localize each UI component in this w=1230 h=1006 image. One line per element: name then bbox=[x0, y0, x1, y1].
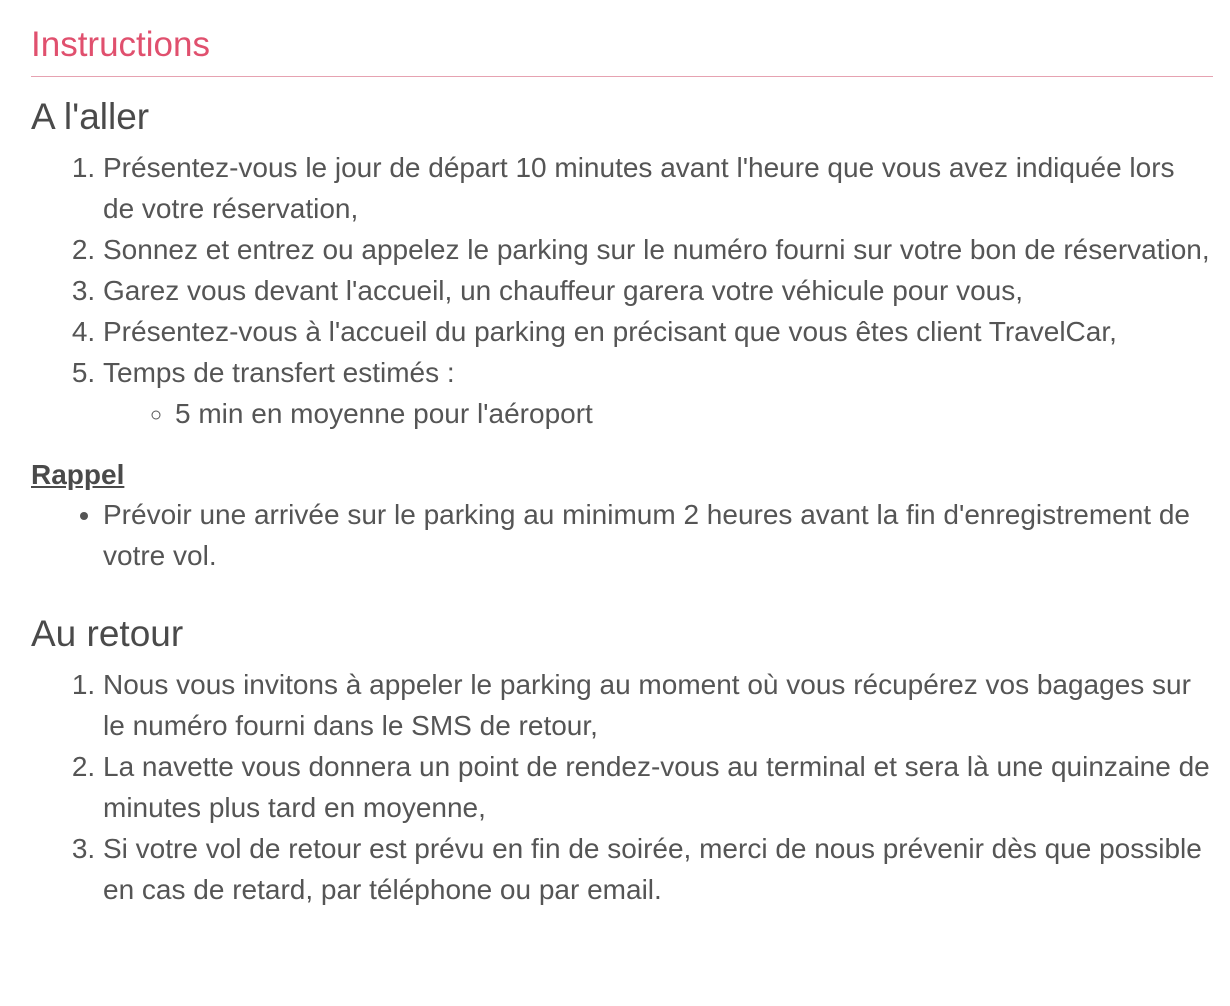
rappel-item: • Prévoir une arrivée sur le parking au minimum 2 heures avant la fin d'enregistrement de votre vol. bbox=[103, 494, 1213, 576]
aller-steps-list bbox=[31, 147, 1213, 434]
aller-step-transfer bbox=[103, 352, 1213, 434]
rappel-list bbox=[31, 494, 1213, 576]
retour-step: 2. La navette vous donnera un point de rendez-vous au terminal et sera là une quinzaine de minutes plus tard en moyenne, bbox=[103, 746, 1213, 828]
transfer-label: Temps de transfert estimés : bbox=[103, 357, 455, 388]
aller-heading: A l'aller bbox=[31, 96, 150, 137]
aller-step: 4. Présentez-vous à l'accueil du parking en précisant que vous êtes client TravelCar, bbox=[103, 311, 1213, 352]
aller-step: 3. Garez vous devant l'accueil, un chauffeur garera votre véhicule pour vous, bbox=[103, 270, 1213, 311]
retour-heading: Au retour bbox=[31, 613, 184, 654]
transfer-times-list bbox=[103, 393, 1213, 434]
aller-step: 2. Sonnez et entrez ou appelez le parking sur le numéro fourni sur votre bon de réservation, bbox=[103, 229, 1213, 270]
retour-steps-list bbox=[31, 664, 1213, 910]
rappel-label: Rappel bbox=[31, 459, 125, 490]
retour-step: 1. Nous vous invitons à appeler le parking au moment où vous récupérez vos bagages sur le numéro fourni dans le SMS de retour, bbox=[103, 664, 1213, 746]
transfer-time-item: ◦ 5 min en moyenne pour l'aéroport bbox=[175, 393, 1213, 434]
aller-step: 1. Présentez-vous le jour de départ 10 minutes avant l'heure que vous avez indiquée lors de votre réservation, bbox=[103, 147, 1213, 229]
retour-step: 3. Si votre vol de retour est prévu en fin de soirée, merci de nous prévenir dès que possible en cas de retard, par téléphone ou par email. bbox=[103, 828, 1213, 910]
instructions-title: Instructions bbox=[31, 24, 1213, 77]
